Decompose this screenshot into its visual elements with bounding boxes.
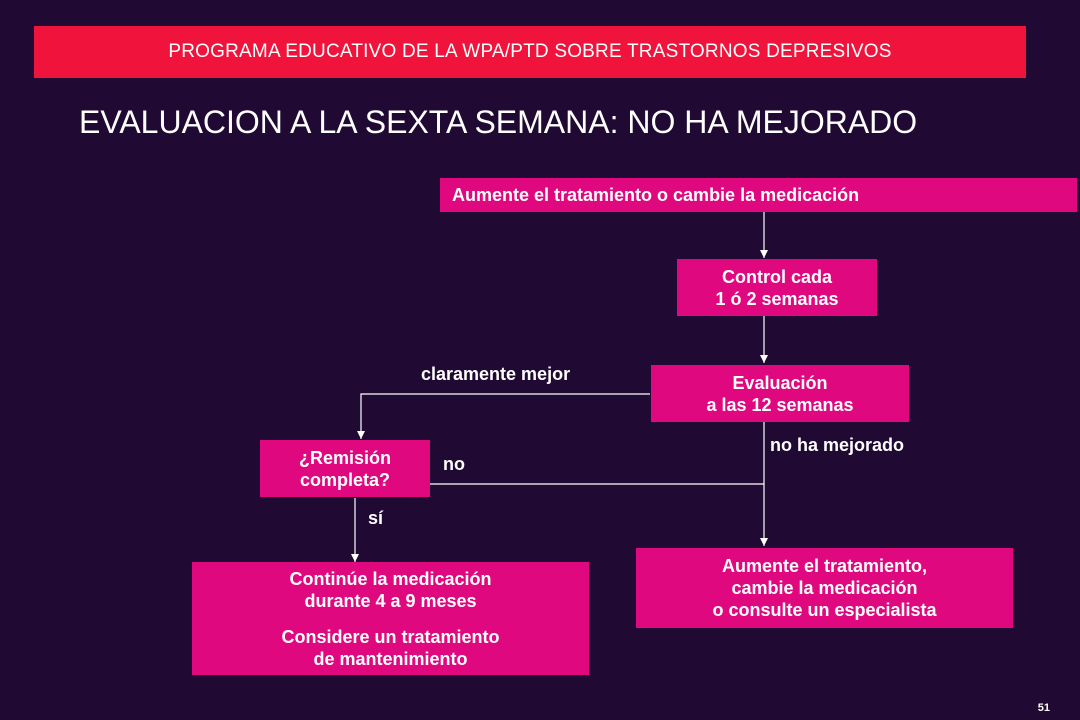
- label-no: no: [443, 454, 465, 474]
- label-clearly-better: claramente mejor: [421, 364, 571, 384]
- arrow-to-remission: [361, 394, 650, 439]
- escalate-line-2: cambie la medicación: [731, 578, 918, 598]
- label-not-improved: no ha mejorado: [770, 435, 905, 455]
- remission-line-2: completa?: [299, 469, 391, 490]
- increase-or-change-box: [440, 178, 1077, 212]
- continue-line-3: Considere un tratamiento: [281, 626, 500, 647]
- increase-or-change-text: Aumente el tratamiento o cambie la medicación: [452, 185, 860, 205]
- continue-medication-box: [192, 562, 589, 675]
- label-yes: sí: [368, 508, 384, 528]
- evaluation-line-1: Evaluación: [732, 372, 828, 393]
- continue-line-2: durante 4 a 9 meses: [304, 590, 477, 611]
- escalate-box: [636, 548, 1013, 628]
- continue-line-4: de mantenimiento: [313, 648, 468, 669]
- control-line-2: 1 ó 2 semanas: [715, 288, 839, 309]
- slide-title: EVALUACION A LA SEXTA SEMANA: NO HA MEJORADO: [79, 104, 918, 140]
- control-box: [677, 259, 877, 316]
- remission-line-1: ¿Remisión: [298, 447, 391, 468]
- escalate-line-3: o consulte un especialista: [712, 600, 937, 620]
- escalate-line-1: Aumente el tratamiento,: [721, 556, 928, 576]
- remission-box: [260, 440, 430, 497]
- evaluation-box: [651, 365, 909, 422]
- page-number: 51: [1037, 702, 1050, 714]
- evaluation-line-2: a las 12 semanas: [706, 394, 854, 415]
- program-title: PROGRAMA EDUCATIVO DE LA WPA/PTD SOBRE TRASTORNOS DEPRESIVOS: [168, 41, 892, 62]
- control-line-1: Control cada: [721, 266, 832, 287]
- continue-line-1: Continúe la medicación: [289, 568, 492, 589]
